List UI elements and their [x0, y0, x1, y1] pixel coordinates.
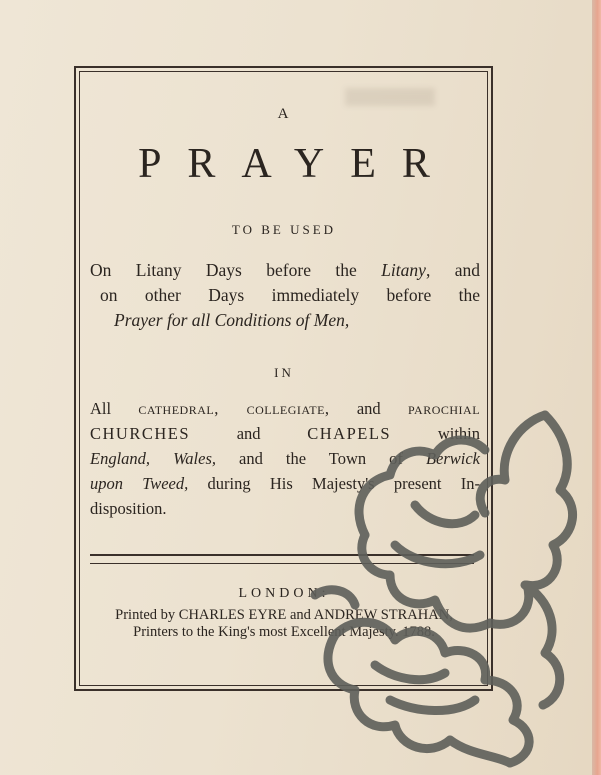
- in-heading: IN: [274, 365, 294, 380]
- places-line2-b: and: [236, 424, 261, 443]
- places-paragraph: [90, 396, 480, 521]
- places-line1-b: cathedral, collegiate,: [138, 399, 330, 418]
- places-line4-b: during His Majesty's present In-: [207, 474, 480, 493]
- occasion-paragraph: [90, 258, 480, 333]
- places-line3-c: Berwick: [425, 449, 480, 468]
- imprint-printers-to: Printers to the King's most Excellent Majesty. 1788.: [133, 624, 435, 640]
- page-edge: [592, 0, 601, 775]
- places-line1-d: parochial: [407, 399, 481, 418]
- imprint-city: LONDON:: [238, 586, 330, 601]
- places-line2-d: within: [437, 424, 480, 443]
- places-line1-a: All: [90, 399, 112, 418]
- occasion-line-2: on other Days immediately before the: [100, 285, 480, 305]
- double-rule-thin: [90, 563, 474, 564]
- places-line2-a: CHURCHES: [90, 424, 191, 443]
- places-line1-c: and: [356, 399, 381, 418]
- page-title: PRAYER: [138, 141, 456, 187]
- title-article: A: [277, 106, 291, 122]
- places-line3-b: and the Town of: [239, 449, 403, 468]
- double-rule-thick: [90, 554, 474, 556]
- occasion-line-1: On Litany Days before the: [90, 260, 357, 280]
- imprint-printed-by: Printed by CHARLES EYRE and ANDREW STRAHAN,: [115, 607, 453, 623]
- occasion-litany-word: Litany: [381, 260, 426, 280]
- places-line2-c: CHAPELS: [307, 424, 392, 443]
- places-line3-a: England, Wales,: [90, 449, 217, 468]
- subheading: TO BE USED: [231, 222, 337, 237]
- occasion-line-1-end: , and: [425, 260, 480, 280]
- occasion-line-3: Prayer for all Conditions of Men,: [114, 310, 350, 330]
- places-line5: disposition.: [90, 499, 167, 518]
- places-line4-a: upon Tweed,: [90, 474, 189, 493]
